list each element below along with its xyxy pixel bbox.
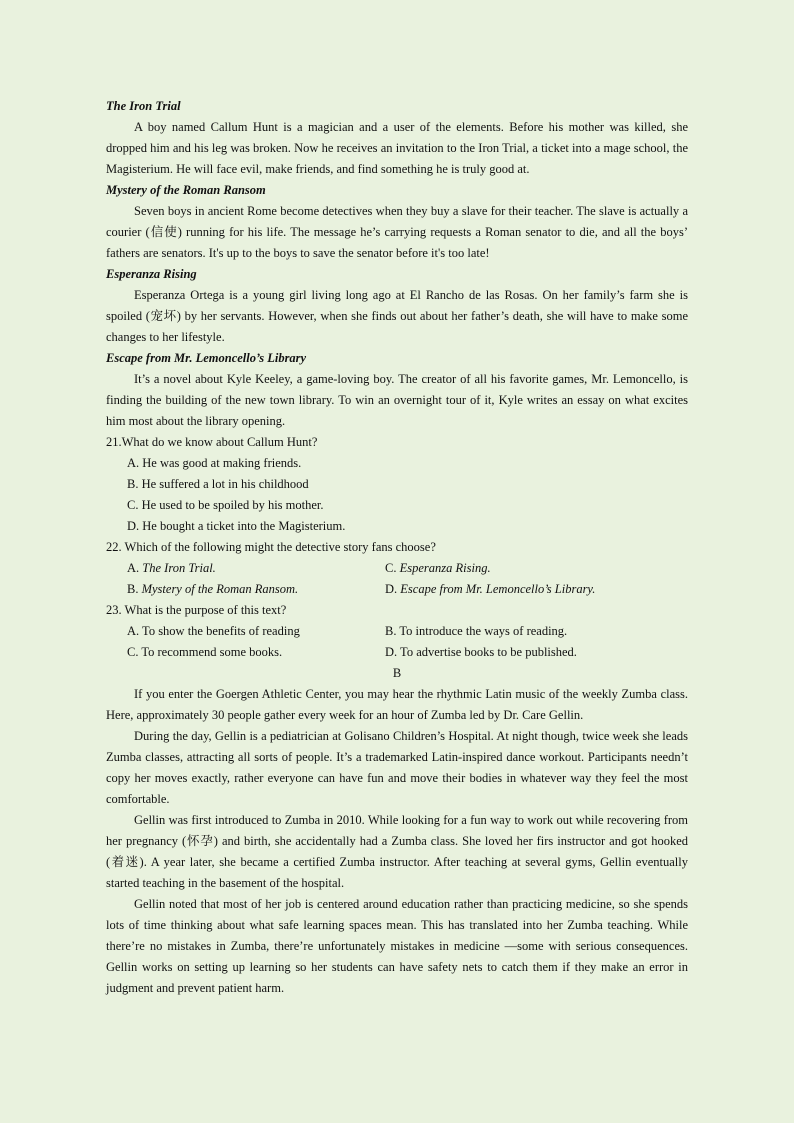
paragraph: During the day, Gellin is a pediatrician at Golisano Children’s Hospital. At night though, twice week she leads Zumba classes, attracting all sorts of people. It’s a trademarked Latin-inspired dance workout. Participants needn’t copy her moves exactly, rather everyone can have fun and move their bodies in whatever way they feel the most comfortable. xyxy=(106,729,688,806)
option-text: Escape from Mr. Lemoncello’s Library. xyxy=(400,582,596,596)
question-22 xyxy=(106,537,688,600)
option-a: A. To show the benefits of reading xyxy=(127,624,300,638)
book-title: Escape from Mr. Lemoncello’s Library xyxy=(106,351,307,365)
option-d: D. He bought a ticket into the Magisterium. xyxy=(127,519,346,533)
option-text: The Iron Trial. xyxy=(142,561,216,575)
option-d xyxy=(385,579,595,600)
option-a: A. He was good at making friends. xyxy=(127,456,302,470)
option-c xyxy=(385,558,491,579)
question-23 xyxy=(106,600,688,663)
book-entry-lemoncello xyxy=(106,348,688,432)
option-row xyxy=(106,579,688,600)
option-letter: C. xyxy=(385,561,400,575)
book-description: Seven boys in ancient Rome become detectives when they buy a slave for their teacher. The slave is actually a courier (信使) running for his life. The message he’s carrying requests a Roman senator to die, and all the boys’ fathers are senators. It's up to the boys to save the senator before it's too late! xyxy=(106,204,688,260)
book-description: A boy named Callum Hunt is a magician and a user of the elements. Before his mother was killed, she dropped him and his leg was broken. Now he receives an invitation to the Iron Trial, a ticket into a mage school, the Magisterium. He will face evil, make friends, and find something he is truly good at. xyxy=(106,120,688,176)
book-entry-roman-ransom xyxy=(106,180,688,264)
book-title: Esperanza Rising xyxy=(106,267,197,281)
book-title: Mystery of the Roman Ransom xyxy=(106,183,266,197)
option-b: B. He suffered a lot in his childhood xyxy=(127,477,309,491)
option-row xyxy=(106,558,688,579)
book-title: The Iron Trial xyxy=(106,99,181,113)
option-text: Mystery of the Roman Ransom. xyxy=(141,582,299,596)
paragraph: If you enter the Goergen Athletic Center, you may hear the rhythmic Latin music of the weekly Zumba class. Here, approximately 30 people gather every week for an hour of Zumba led by Dr. Care Gellin. xyxy=(106,687,688,722)
paragraph: Gellin was first introduced to Zumba in 2010. While looking for a fun way to work out while recovering from her pregnancy (怀孕) and birth, she accidentally had a Zumba class. She loved her firs instructor and got hooked (着迷). A year later, she became a certified Zumba instructor. After teaching at several gyms, Gellin eventually started teaching in the basement of the hospital. xyxy=(106,813,688,890)
option-a xyxy=(127,558,385,579)
paragraph: Gellin noted that most of her job is centered around education rather than practicing medicine, so she spends lots of time thinking about what safe learning spaces mean. This has translated into her Zumba teaching. While there’re no mistakes in Zumba, there’re unfortunately mistakes in medicine —some with serious consequences. Gellin works on setting up learning so her students can have safety nets to catch them if they make an error in judgment and prevent patient harm. xyxy=(106,897,688,995)
book-description: Esperanza Ortega is a young girl living long ago at El Rancho de las Rosas. On her family’s farm she is spoiled (宠坏) by her servants. However, when she finds out about her father’s death, she will have to make some changes to her lifestyle. xyxy=(106,288,688,344)
option-row xyxy=(106,642,688,663)
option-letter: A. xyxy=(127,561,143,575)
option-b: B. To introduce the ways of reading. xyxy=(385,624,568,638)
document-content xyxy=(106,96,688,999)
question-stem: 23. What is the purpose of this text? xyxy=(106,603,287,617)
option-text: Esperanza Rising. xyxy=(399,561,491,575)
option-letter: B. xyxy=(127,582,142,596)
option-letter: D. xyxy=(385,582,401,596)
book-entry-esperanza-rising xyxy=(106,264,688,348)
question-21 xyxy=(106,432,688,537)
book-entry-iron-trial xyxy=(106,96,688,180)
question-stem: 22. Which of the following might the detective story fans choose? xyxy=(106,540,436,554)
option-row xyxy=(106,621,688,642)
question-stem: 21.What do we know about Callum Hunt? xyxy=(106,435,318,449)
option-b xyxy=(127,579,385,600)
option-d: D. To advertise books to be published. xyxy=(385,645,577,659)
option-c: C. He used to be spoiled by his mother. xyxy=(127,498,324,512)
book-description: It’s a novel about Kyle Keeley, a game-loving boy. The creator of all his favorite games, Mr. Lemoncello, is finding the building of the new town library. To win an overnight tour of it, Kyle writes an essay on what excites him most about the library opening. xyxy=(106,372,688,428)
section-label: B xyxy=(392,666,402,680)
option-c: C. To recommend some books. xyxy=(127,645,283,659)
